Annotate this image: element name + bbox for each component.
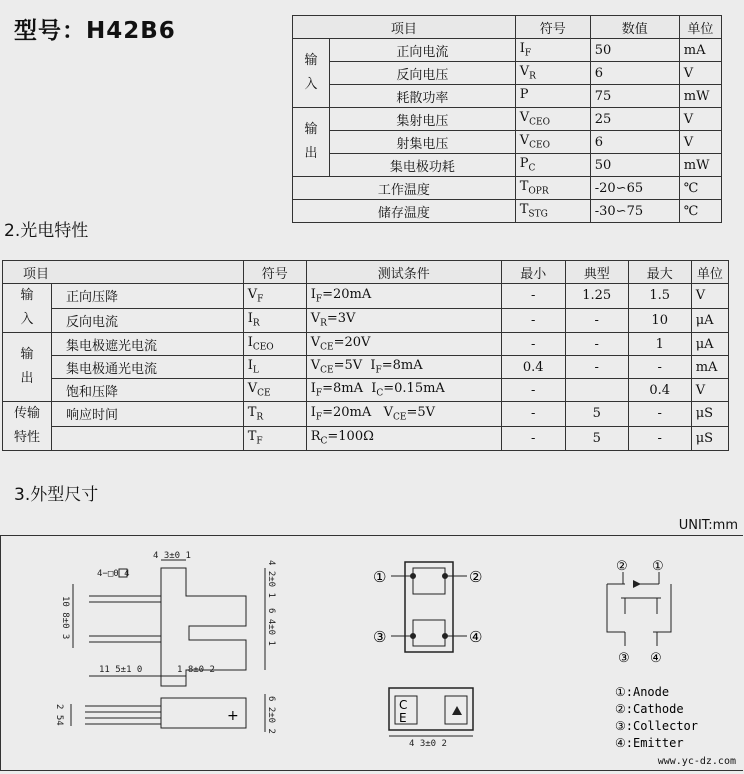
- dim-bottom1-text: 11 5±1 0: [99, 665, 143, 675]
- rating-name: 正向电流: [330, 39, 516, 62]
- photo-item-name: 响应时间: [52, 402, 244, 427]
- model-title: 型号：H42B6: [14, 18, 176, 44]
- rating-symbol: [515, 200, 590, 223]
- photo-condition: $I_F=20mA$ $V_{CE}=5V$: [306, 402, 501, 427]
- rating-name: 射集电压: [330, 131, 516, 154]
- rating-symbol-main: T: [519, 179, 529, 195]
- photo-unit: μA: [691, 333, 728, 356]
- rating-value: 75: [590, 85, 679, 108]
- dim-top-text: 4 3±0 1: [153, 551, 191, 561]
- group-transfer-label: 传输 特性: [3, 402, 52, 451]
- photo-header-typ: 典型: [565, 261, 628, 284]
- dim-bottom-view-text: 4 3±0 2: [409, 739, 447, 749]
- photo-header-unit: 单位: [691, 261, 728, 284]
- group-input-label: 输 入: [3, 284, 52, 333]
- photo-typ: -: [565, 308, 628, 333]
- photo-item-name: 正向压降: [52, 284, 244, 309]
- rating-name: 集电极功耗: [330, 154, 516, 177]
- rating-symbol: [515, 85, 590, 108]
- legend-cathode: ②:Cathode: [615, 702, 684, 716]
- section-3-title: 3.外型尺寸: [14, 485, 99, 505]
- schematic-pin2-label: ②: [616, 559, 628, 574]
- photo-max: -: [628, 426, 691, 451]
- table-row: [3, 356, 729, 379]
- rating-symbol-main: P: [519, 156, 529, 172]
- photo-unit: V: [691, 379, 728, 402]
- rating-symbol-sub: R: [529, 71, 536, 82]
- photo-header-item: 项目: [3, 261, 244, 284]
- rating-symbol: [515, 62, 590, 85]
- photo-condition: $R_C=100\Omega$: [306, 426, 501, 451]
- ratings-header-unit: 单位: [679, 16, 721, 39]
- group-input-text: 输 入: [304, 53, 318, 92]
- rating-value: 50: [590, 39, 679, 62]
- schematic-pin4-label: ④: [650, 651, 662, 666]
- rating-value: 6: [590, 131, 679, 154]
- dim-right1-text: 4 2±0 1: [266, 560, 276, 598]
- table-row: [3, 379, 729, 402]
- rating-symbol-main: V: [519, 110, 530, 126]
- top-view-pin2-label: ②: [469, 568, 483, 586]
- photo-condition: $V_{CE}=5V$ $I_F=8mA$: [306, 356, 501, 379]
- table-row: [293, 62, 722, 85]
- photo-symbol: $I_{CEO}$: [243, 333, 306, 356]
- rating-name: 耗散功率: [330, 85, 516, 108]
- rating-value: 25: [590, 108, 679, 131]
- table-row: [3, 333, 729, 356]
- rating-value: -20∽65: [590, 177, 679, 200]
- rating-unit: V: [679, 131, 721, 154]
- photo-min: -: [501, 333, 565, 356]
- rating-symbol-sub: CEO: [529, 117, 550, 128]
- rating-symbol: [515, 108, 590, 131]
- photo-min: 0.4: [501, 356, 565, 379]
- photo-item-name: [52, 426, 244, 451]
- rating-name: 储存温度: [293, 200, 516, 223]
- photo-max: -: [628, 356, 691, 379]
- photo-typ: 1.25: [565, 284, 628, 309]
- table-row: [3, 426, 729, 451]
- photo-unit: mA: [691, 356, 728, 379]
- photo-min: -: [501, 308, 565, 333]
- photo-item-name: 饱和压降: [52, 379, 244, 402]
- rating-unit: mW: [679, 154, 721, 177]
- photo-typ: 5: [565, 426, 628, 451]
- bottom-view-c-mark: C: [399, 698, 408, 712]
- ratings-header-row: [293, 16, 722, 39]
- photo-max: 0.4: [628, 379, 691, 402]
- rating-symbol: [515, 39, 590, 62]
- photo-table: [2, 260, 729, 451]
- photo-item-name: 反向电流: [52, 308, 244, 333]
- dimension-drawing-frame: [0, 535, 743, 771]
- legend-emitter: ④:Emitter: [615, 736, 684, 750]
- ratings-header-item: 项目: [293, 16, 516, 39]
- rating-unit: V: [679, 62, 721, 85]
- photo-unit: μA: [691, 308, 728, 333]
- rating-name: 反向电压: [330, 62, 516, 85]
- table-row: [293, 131, 722, 154]
- photo-symbol: $T_F$: [243, 426, 306, 451]
- dimension-drawing: [1, 536, 743, 770]
- rating-unit: mW: [679, 85, 721, 108]
- ratings-header-symbol: 符号: [515, 16, 590, 39]
- rating-symbol: [515, 177, 590, 200]
- photo-item-name: 集电极遮光电流: [52, 333, 244, 356]
- dim-right2-text: 6 4±0 1: [266, 608, 276, 646]
- rating-value: -30∽75: [590, 200, 679, 223]
- photo-condition: $I_F=8mA$ $I_C=0.15mA$: [306, 379, 501, 402]
- section-2-title: 2.光电特性: [4, 221, 89, 241]
- photo-header-min: 最小: [501, 261, 565, 284]
- table-row: [293, 108, 722, 131]
- photo-item-name: 集电极通光电流: [52, 356, 244, 379]
- rating-value: 6: [590, 62, 679, 85]
- photo-unit: μS: [691, 402, 728, 427]
- dim-bottom2-text: 1 8±0 2: [177, 665, 215, 675]
- group-output-label: 输 出: [3, 333, 52, 402]
- photo-typ: -: [565, 356, 628, 379]
- rating-unit: V: [679, 108, 721, 131]
- table-row: [3, 308, 729, 333]
- dim-pin-square-text: 4−□0 4: [97, 569, 130, 579]
- schematic-transistor-leads: [625, 632, 657, 646]
- rating-symbol-main: T: [519, 202, 529, 218]
- photo-symbol: $I_L$: [243, 356, 306, 379]
- rating-symbol-sub: CEO: [529, 140, 550, 151]
- watermark: www.yc-dz.com: [657, 756, 736, 767]
- rating-value: 50: [590, 154, 679, 177]
- table-row: [293, 154, 722, 177]
- top-view-pin3-label: ③: [373, 628, 387, 646]
- rating-symbol-main: P: [519, 87, 529, 103]
- top-view-window-bottom: [413, 620, 445, 646]
- photo-max: 10: [628, 308, 691, 333]
- schematic-right-wire: [653, 584, 671, 632]
- side-view-plus-mark: +: [227, 708, 239, 724]
- group-input-label: [293, 39, 330, 108]
- photo-header-condition: 测试条件: [306, 261, 501, 284]
- table-row: [293, 200, 722, 223]
- legend-collector: ③:Collector: [615, 719, 699, 733]
- rating-symbol-sub: STG: [528, 209, 548, 220]
- photo-header-symbol: 符号: [243, 261, 306, 284]
- schematic-pin3-label: ③: [618, 651, 630, 666]
- top-view-window-top: [413, 568, 445, 594]
- photo-condition: $V_{CE}=20V$: [306, 333, 501, 356]
- photo-symbol: $V_{CE}$: [243, 379, 306, 402]
- bottom-view-diode-symbol: [452, 706, 462, 715]
- photo-unit: μS: [691, 426, 728, 451]
- photo-unit: V: [691, 284, 728, 309]
- rating-symbol: [515, 154, 590, 177]
- ratings-header-value: 数值: [590, 16, 679, 39]
- table-row: [293, 177, 722, 200]
- unit-label: UNIT:mm: [678, 518, 738, 533]
- rating-symbol-main: V: [519, 64, 530, 80]
- photo-symbol: $V_F$: [243, 284, 306, 309]
- group-output-text: 输 出: [304, 122, 318, 161]
- legend-anode: ①:Anode: [615, 685, 670, 699]
- photo-typ: -: [565, 333, 628, 356]
- photo-typ: 5: [565, 402, 628, 427]
- rating-symbol-sub: OPR: [528, 186, 549, 197]
- photo-condition: $I_F=20mA$: [306, 284, 501, 309]
- photo-header-max: 最大: [628, 261, 691, 284]
- photo-condition: $V_R=3V$: [306, 308, 501, 333]
- photo-min: -: [501, 379, 565, 402]
- rating-symbol: [515, 131, 590, 154]
- schematic-slot: [621, 598, 661, 614]
- top-view-pin1-label: ①: [373, 568, 387, 586]
- dim-left-text: 10 8±0 3: [60, 596, 70, 640]
- top-view-pin4-label: ④: [469, 628, 483, 646]
- rating-symbol-sub: C: [528, 163, 536, 174]
- bottom-view-e-mark: E: [399, 711, 407, 725]
- photo-symbol: $I_R$: [243, 308, 306, 333]
- schematic-pin1-label: ①: [652, 559, 664, 574]
- rating-symbol-main: I: [519, 41, 525, 57]
- schematic-left-wire: [607, 584, 625, 632]
- rating-name: 工作温度: [293, 177, 516, 200]
- table-row: [293, 39, 722, 62]
- photo-max: -: [628, 402, 691, 427]
- table-row: [293, 85, 722, 108]
- ratings-table: [292, 15, 722, 223]
- dim-side-right-text: 6 2±0 2: [266, 696, 276, 734]
- photo-min: -: [501, 426, 565, 451]
- photo-header-row: [3, 261, 729, 284]
- table-row: [3, 402, 729, 427]
- photo-typ: [565, 379, 628, 402]
- rating-unit: mA: [679, 39, 721, 62]
- rating-symbol-main: V: [519, 133, 530, 149]
- photo-min: -: [501, 402, 565, 427]
- dim-side-left-text: 2 54: [54, 704, 64, 726]
- photo-symbol: $T_R$: [243, 402, 306, 427]
- table-row: [3, 284, 729, 309]
- rating-name: 集射电压: [330, 108, 516, 131]
- photo-min: -: [501, 284, 565, 309]
- photo-max: 1.5: [628, 284, 691, 309]
- rating-unit: ℃: [679, 177, 721, 200]
- rating-unit: ℃: [679, 200, 721, 223]
- schematic-diode-arrow: [633, 580, 641, 588]
- group-output-label: [293, 108, 330, 177]
- photo-max: 1: [628, 333, 691, 356]
- rating-symbol-sub: F: [524, 48, 532, 59]
